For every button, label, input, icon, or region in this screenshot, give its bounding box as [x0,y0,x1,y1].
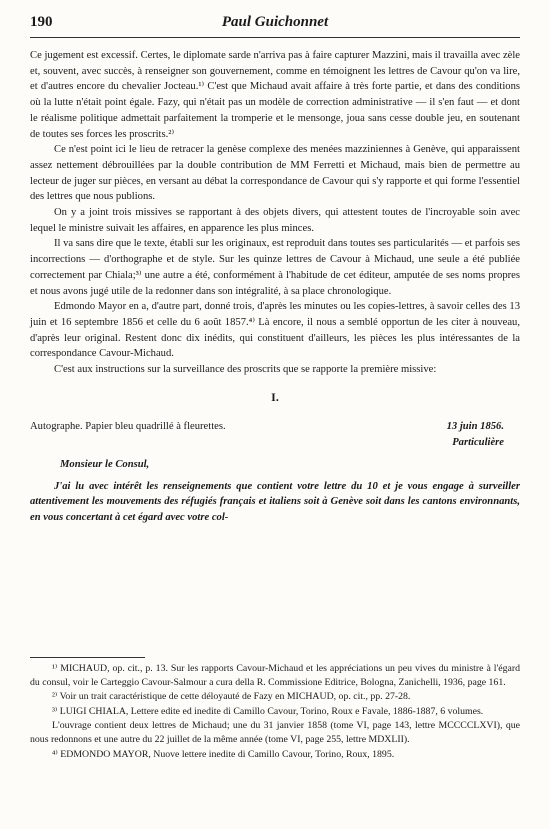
footnote: ²⁾ Voir un trait caractéristique de cette déloyauté de Fazy en MICHAUD, op. cit., pp. 27-28. [52,691,411,703]
autograph-note: Autographe. Papier bleu quadrillé à fleurettes. [30,421,226,433]
letter-number: I. [271,389,279,404]
footnote-rule [30,657,145,658]
paragraph: On y a joint trois missives se rapportant à des objets divers, qui attestent toutes de l'incroyable soin avec lequel le ministre suivait les affaires, en apparence les plus minces. [30,207,520,234]
letter-marker: Particulière [452,437,504,449]
footnote: ¹⁾ MICHAUD, op. cit., p. 13. Sur les rapports Cavour-Michaud et les appréciations un peu vives du ministre à l'égard du consul, voir le Carteggio Cavour-Salmour a cura della R. Commissione Editrice, Bologna, Zanichelli, 1936, page 161. [30,663,520,688]
letter-body [30,479,520,526]
main-text [30,48,520,526]
letter-text: J'ai lu avec intérêt les renseignements que contient votre lettre du 10 et je vous engage à surveiller attentivement les mouvements des réfugiés français et italiens soit à Genève soit dans les cantons environnants, en vous concertant à cet égard avec votre col- [30,480,520,523]
footnote: ⁴⁾ EDMONDO MAYOR, Nuove lettere inedite di Camillo Cavour, Torino, Roux, 1895. [52,748,395,760]
letter-date: 13 juin 1856. [446,421,504,433]
paragraph: Edmondo Mayor en a, d'autre part, donné trois, d'après les minutes ou les copies-lettres, à savoir celles des 13 juin et 16 septembre 1856 et celle du 6 août 1857.⁴⁾ Là encore, il nous a semblé opportun de les citer à nouveau, d'après leur original. Restent donc dix inédits, qui constituent d'ailleurs, les pièces les plus intéressantes de la correspondance Cavour-Michaud. [30,301,520,360]
header-rule [30,37,520,38]
page-number: 190 [30,14,53,30]
running-head: Paul Guichonnet [221,14,329,30]
footnote: L'ouvrage contient deux lettres de Michaud; une du 31 janvier 1858 (tome VI, page 143, lettre MCCCCLXVI), que nous redonnons et une autre du 22 juillet de la même année (tome VI, page 255, lettre MDXLII). [30,720,520,745]
footnote: ³⁾ LUIGI CHIALA, Lettere edite ed inedite di Camillo Cavour, Torino, Roux e Favale, 1886-1887, 6 volumes. [52,705,484,717]
letter-meta [30,419,520,450]
paragraph: Ce jugement est excessif. Certes, le diplomate sarde n'arriva pas à faire capturer Mazzini, mais il travailla avec zèle et, souvent, avec succès, à renseigner son gouvernement, comme en témoignent les lettres de Cavour qu'on va lire, et d'autres encore du chevalier Jocteau.¹⁾ C'est que Michaud avait affaire à très forte partie, et dans des conditions où la lutte n'était point égale. Fazy, qui n'était pas un modèle de correction administrative — il s'en faut — et dont le réalisme politique admettait parfaitement la tromperie et le mensonge, joua sans cesse double jeu, en soutenant de toutes ses forces les proscrits.²⁾ [30,50,520,140]
letter-date-block [447,419,520,450]
paragraph: Il va sans dire que le texte, établi sur les originaux, est reproduit dans toutes ses particularités — et parfois ses incorrections — d'orthographe et de style. Sur les quinze lettres de Cavour à Michaud, une seule a été publiée correctement par Chiala;³⁾ une autre a été, conformément à l'habitude de cet éditeur, amputée de ses noms propres et nous avons jugé utile de la redonner dans son intégralité, à sa place chronologique. [30,238,520,297]
paragraph: C'est aux instructions sur la surveillance des proscrits que se rapporte la première missive: [54,364,437,376]
salutation: Monsieur le Consul, [60,458,150,470]
page-header [30,14,520,36]
footnotes [30,662,520,762]
paragraph: Ce n'est point ici le lieu de retracer la genèse complexe des menées mazziniennes à Genève, qui apparaissent assez nettement débrouillées par la double contribution de MM Ferretti et Michaud, mais bien de permettre au lecteur de juger sur pièces, en versant au débat la correspondance de Cavour qui s'y rapporte et qui forme l'essentiel des lettres que nous publions. [30,144,520,203]
